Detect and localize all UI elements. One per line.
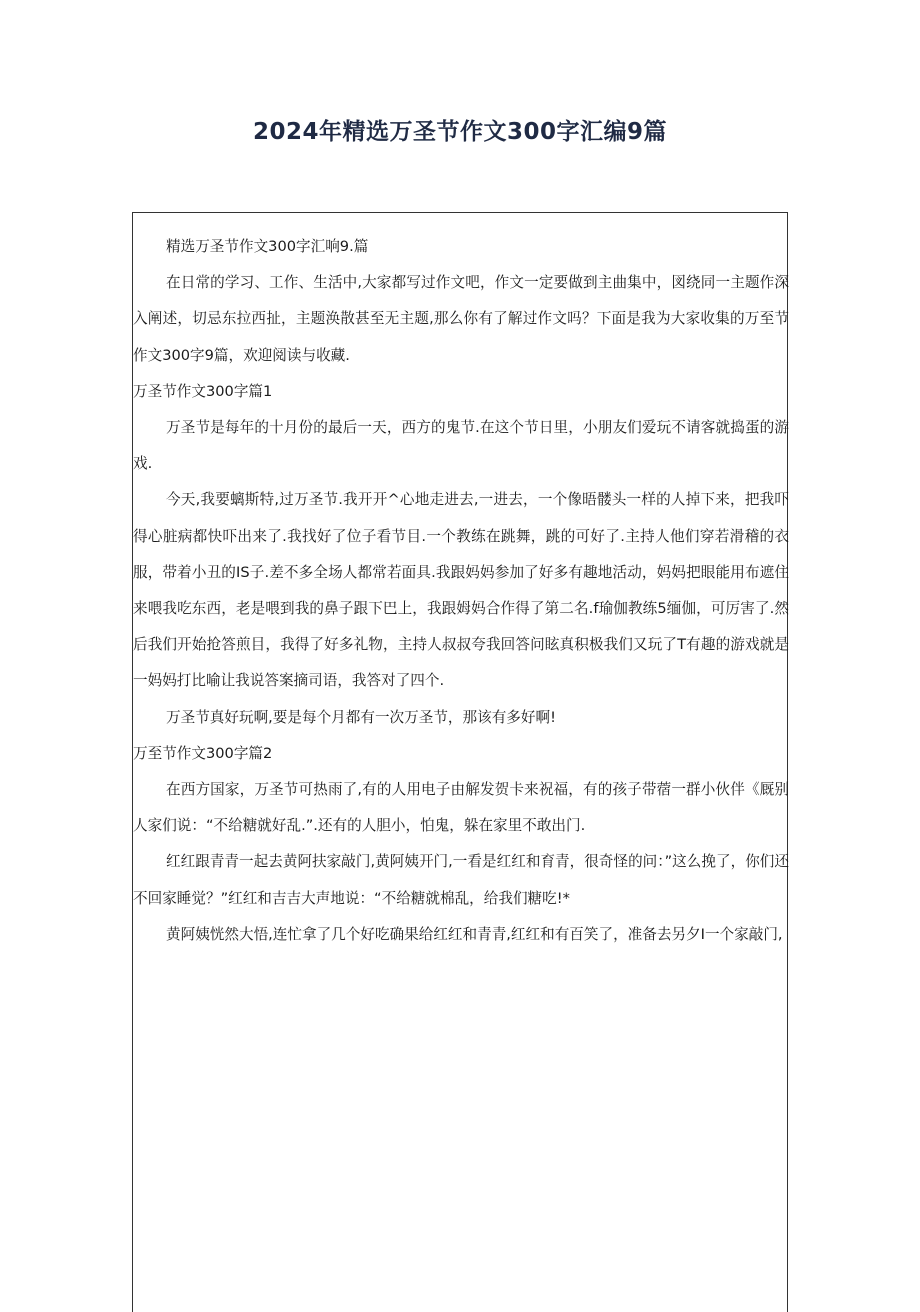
section2-paragraph-3: 黄阿姨恍然大悟,连忙拿了几个好吃确果给红红和青青,红红和有百笑了，准备去另夕I一个家敲门, xyxy=(166,925,783,943)
section2-paragraph-1: 在西方国家，万圣节可热雨了,有的人用电子由解发贺卡来祝福，有的孩子带蓿一群小伙伴《厩别人家们说：“不给糖就好乱.”.还有的人胆小，怕鬼，躲在家里不敢出门. xyxy=(133,781,789,835)
intro-paragraph: 在日常的学习、工作、生活中,大家都写过作文吧，作文一定要做到主曲集中，図绕同一主题作深入阐述，切忌东拉西扯，主题涣散甚至无主题,那么你有了解过作文吗？下面是我为大家收集的万至节作文300字9篇，欢迎阅读与收藏. xyxy=(133,274,789,364)
section-heading-2: 万至节作文300字篇2 xyxy=(133,744,273,762)
section-heading-1: 万圣节作文300字篇1 xyxy=(133,382,273,400)
intro-title: 精选万圣节作文300字汇响9.篇 xyxy=(166,238,369,255)
document-title: 2024年精选万圣节作文300字汇编9篇 xyxy=(252,119,668,145)
section1-paragraph-2: 今天,我要螭斯特,过万圣节.我开开^心地走进去,一进去，一个像晤髅头一样的人掉下来，把我吓得心脏病都快吓出来了.我找好了位子看节目.一个教练在跳舞，跳的可好了.主持人他们穿若滑稽的衣服，带着小丑的IS子.差不多全场人都常若面具.我跟妈妈参加了好多有趣地活动，妈妈把眼能用布遮住来喂我吃东西，老是喂到我的鼻子跟下巴上，我跟姆妈合作得了第二名.f瑜伽教练5缅伽，可厉害了.然后我们开始抢答煎目，我得了好多礼物，主持人叔叔夸我回答问眩真积极我们又玩了T有趣的游戏就是一妈妈打比喻让我说答案摘司语，我答对了四个. xyxy=(133,491,789,690)
section1-paragraph-1: 万圣节是每年的十月份的最后一天，西方的鬼节.在这个节日里，小朋友们爱玩不请客就捣蛋的游戏. xyxy=(133,419,789,473)
section1-paragraph-3: 万圣节真好玩啊,要是每个月都有一次万圣节，那该有多好啊! xyxy=(166,708,556,726)
article-body xyxy=(133,229,789,953)
section2-paragraph-2: 红红跟青青一起去黄阿扶家敲门,黄阿姨开门,一看是红红和育青，很奇怪的问：”这么挽了，你们还不回家睡觉？”红红和吉吉大声地说：“不给糖就棉乱，给我们糖吃!* xyxy=(133,853,789,907)
